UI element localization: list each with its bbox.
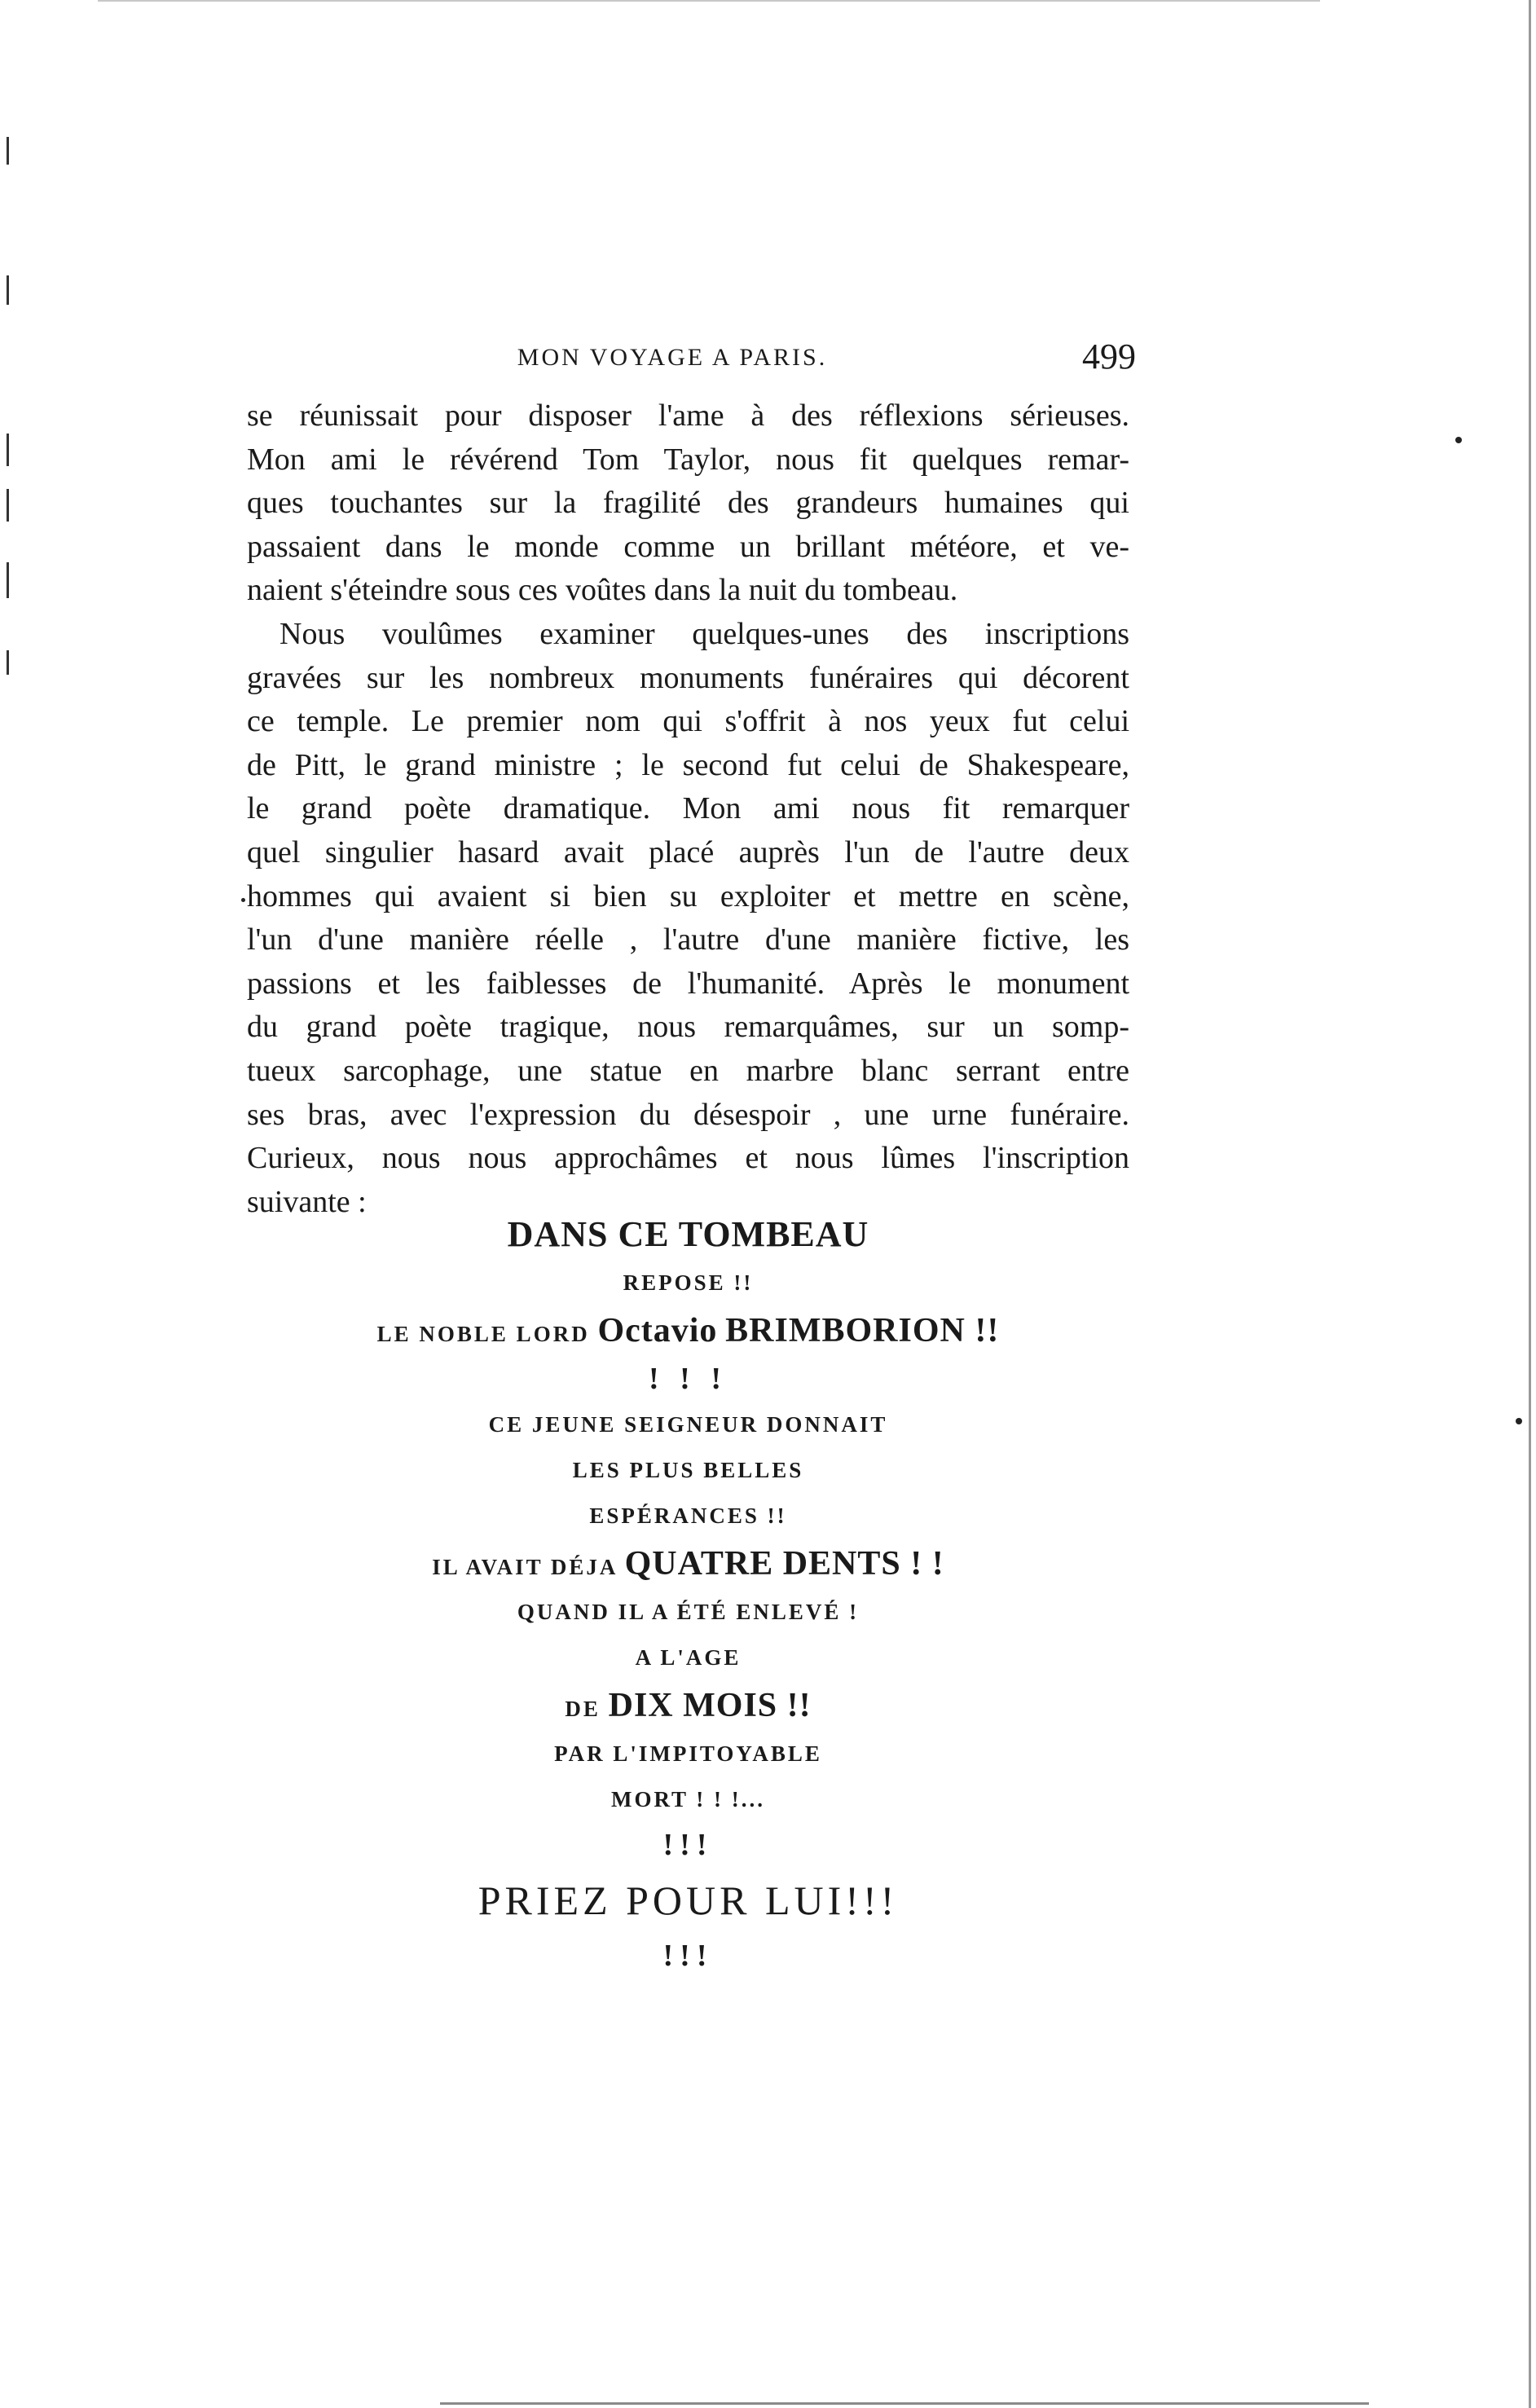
ink-speck <box>1516 1418 1522 1424</box>
page-number: 499 <box>1082 337 1136 376</box>
epitaph-exclamations: !!! <box>662 1939 714 1973</box>
epitaph-name: Octavio <box>597 1312 718 1349</box>
text-line: le grand poète dramatique. Mon ami nous fit remarquer <box>247 791 1129 826</box>
body-text <box>247 394 1129 1224</box>
epitaph-exclamations: ! ! ! <box>649 1362 728 1396</box>
text-line: Curieux, nous nous approchâmes et nous lûmes l'inscription <box>247 1141 1129 1176</box>
text-line: ques touchantes sur la fragilité des grandeurs humaines qui <box>247 486 1129 521</box>
scan-left-mark <box>7 650 9 675</box>
scan-left-mark <box>7 562 9 598</box>
epitaph-line: DANS CE TOMBEAU <box>507 1214 869 1254</box>
ink-speck <box>241 898 245 902</box>
epitaph-line <box>247 1680 1129 1731</box>
text-line: l'un d'une manière réelle , l'autre d'une manière fictive, les <box>247 922 1129 957</box>
epitaph-inscription <box>247 1209 1129 1979</box>
text-line: quel singulier hasard avait placé auprès l'un de l'autre deux <box>247 834 1129 869</box>
epitaph-line: ESPÉRANCES !! <box>589 1503 787 1528</box>
scan-bottom-rule <box>440 2402 1369 2405</box>
scan-left-mark <box>7 137 9 165</box>
running-title: MON VOYAGE A PARIS. <box>517 344 828 371</box>
epitaph-small-caps: IL AVAIT DÉJA <box>432 1555 617 1579</box>
text-line: suivante : <box>247 1184 367 1219</box>
epitaph-line: A L'AGE <box>635 1645 742 1670</box>
scan-right-edge <box>1529 0 1531 2408</box>
ink-speck <box>1455 437 1462 443</box>
text-line: tueux sarcophage, une statue en marbre blanc serrant entre <box>247 1053 1129 1088</box>
text-line: passions et les faiblesses de l'humanité. Après le monument <box>247 966 1129 1001</box>
epitaph-line <box>247 1305 1129 1356</box>
text-line: du grand poète tragique, nous remarquâmes, sur un somp- <box>247 1010 1129 1045</box>
scan-left-mark <box>7 434 9 466</box>
epitaph-line: PAR L'IMPITOYABLE <box>554 1741 822 1766</box>
scan-left-mark <box>7 275 9 305</box>
epitaph-small-caps: LE NOBLE LORD <box>376 1322 590 1346</box>
epitaph-prayer: PRIEZ POUR LUI!!! <box>478 1878 899 1923</box>
epitaph-line: CE JEUNE SEIGNEUR DONNAIT <box>488 1412 888 1437</box>
epitaph-line: QUAND IL A ÉTÉ ENLEVÉ ! <box>517 1600 860 1624</box>
epitaph-small-caps: DE <box>565 1697 601 1721</box>
text-line: Nous voulûmes examiner quelques-unes des inscriptions <box>279 616 1129 651</box>
scan-left-mark <box>7 489 9 522</box>
text-line: de Pitt, le grand ministre ; le second fut celui de Shakespeare, <box>247 747 1129 782</box>
epitaph-line: LES PLUS BELLES <box>572 1458 804 1482</box>
text-line: passaient dans le monde comme un brillant météore, et ve- <box>247 529 1129 564</box>
text-line: naient s'éteindre sous ces voûtes dans la nuit du tombeau. <box>247 573 958 608</box>
epitaph-large-text: DIX MOIS !! <box>608 1687 812 1724</box>
epitaph-line: MORT ! ! !... <box>610 1787 766 1812</box>
epitaph-exclamations: !!! <box>662 1828 714 1862</box>
text-line: hommes qui avaient si bien su exploiter et mettre en scène, <box>247 878 1129 913</box>
scan-top-rule <box>98 0 1320 2</box>
text-line: gravées sur les nombreux monuments funéraires qui décorent <box>247 660 1129 695</box>
text-line: se réunissait pour disposer l'ame à des réflexions sérieuses. <box>247 398 1129 433</box>
text-line: ses bras, avec l'expression du désespoir , une urne funéraire. <box>247 1097 1129 1132</box>
text-line: ce temple. Le premier nom qui s'offrit à nos yeux fut celui <box>247 704 1129 739</box>
epitaph-line: REPOSE !! <box>623 1270 754 1295</box>
text-line: Mon ami le révérend Tom Taylor, nous fit quelques remar- <box>247 442 1129 477</box>
epitaph-large-text: QUATRE DENTS ! ! <box>624 1545 944 1583</box>
epitaph-large-text: BRIMBORION !! <box>725 1312 1000 1349</box>
epitaph-line <box>247 1539 1129 1589</box>
